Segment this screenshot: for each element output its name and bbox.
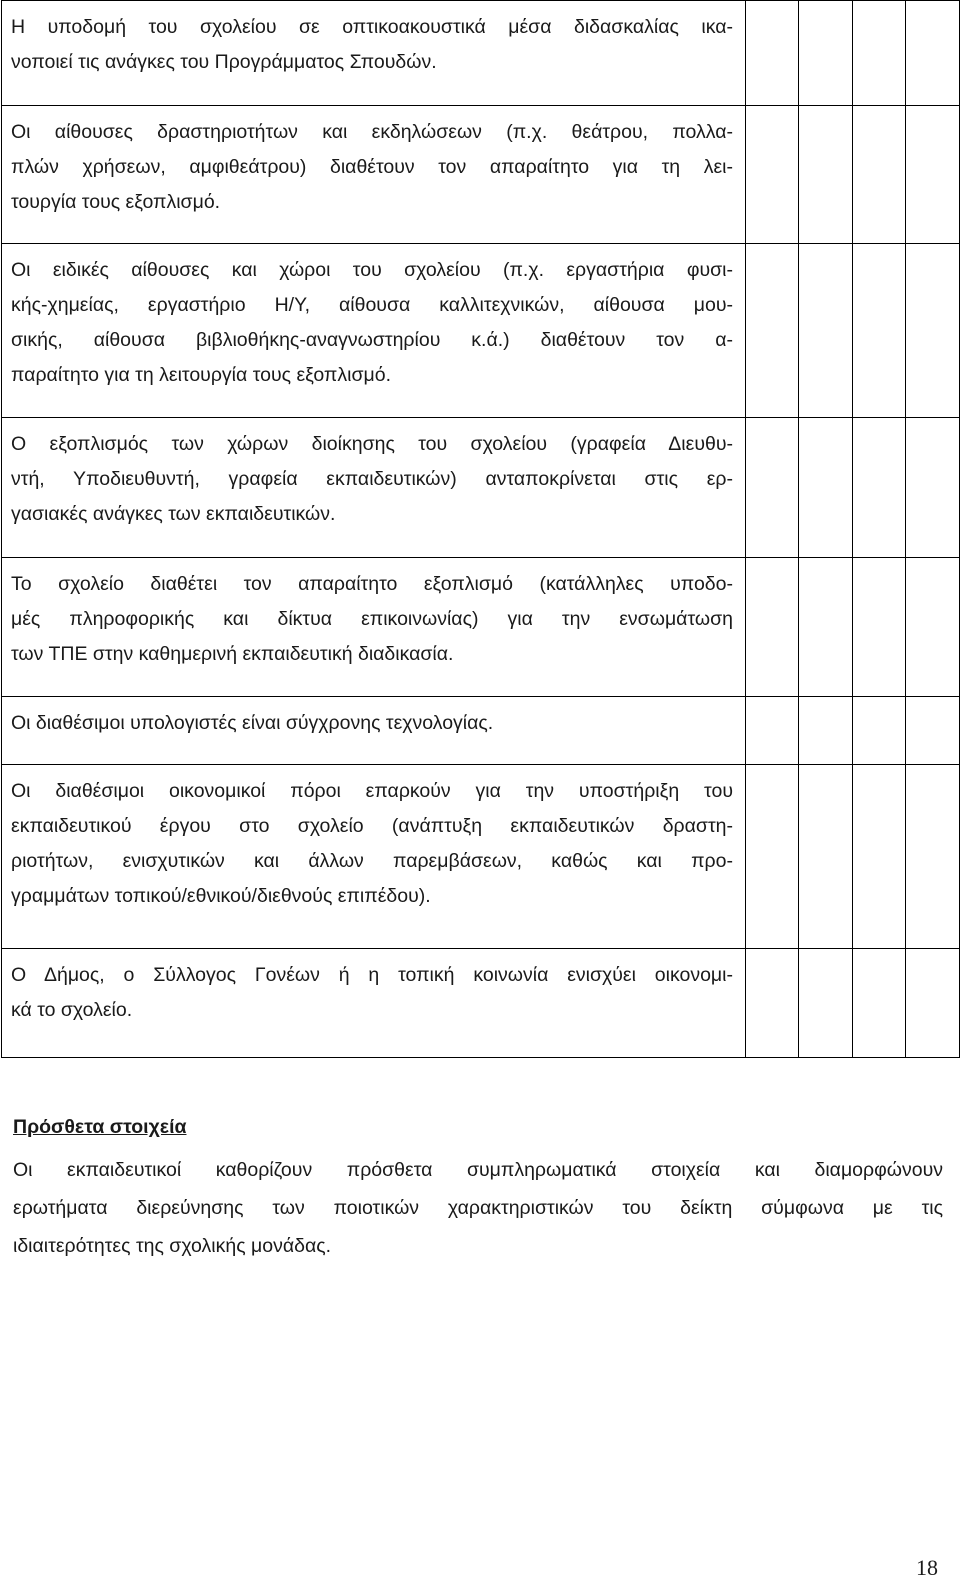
criterion-row (2, 949, 960, 1058)
rating-cell[interactable] (853, 558, 906, 697)
criterion-line: νοποιεί τις ανάγκες του Προγράμματος Σπουδών. (11, 51, 437, 73)
rating-cell[interactable] (906, 106, 960, 244)
criterion-line: ριοτήτων, ενισχυτικών και άλλων παρεμβάσεων, καθώς και προ- (11, 850, 733, 872)
rating-cell[interactable] (853, 949, 906, 1058)
criterion-text (2, 697, 746, 765)
criterion-text (2, 1, 746, 106)
rating-cell[interactable] (906, 765, 960, 949)
criterion-line: τουργία τους εξοπλισμό. (11, 191, 221, 213)
criterion-text (2, 244, 746, 418)
criterion-line: Οι αίθουσες δραστηριοτήτων και εκδηλώσεων (π.χ. θεάτρου, πολλα- (11, 121, 733, 143)
criterion-text (2, 949, 746, 1058)
criterion-line: ντή, Υποδιευθυντή, γραφεία εκπαιδευτικών) ανταποκρίνεται στις ερ- (11, 468, 733, 490)
rating-cell[interactable] (746, 558, 799, 697)
criterion-line: κής-χημείας, εργαστήριο Η/Υ, αίθουσα καλλιτεχνικών, αίθουσα μου- (11, 294, 733, 316)
rating-cell[interactable] (853, 418, 906, 558)
criterion-line: πλών χρήσεων, αμφιθεάτρου) διαθέτουν τον απαραίτητο για τη λει- (11, 156, 733, 178)
criterion-row (2, 697, 960, 765)
rating-cell[interactable] (853, 1, 906, 106)
rating-cell[interactable] (746, 244, 799, 418)
rating-cell[interactable] (799, 106, 853, 244)
rating-cell[interactable] (853, 765, 906, 949)
criterion-line: σικής, αίθουσα βιβλιοθήκης-αναγνωστηρίου κ.ά.) διαθέτουν τον α- (11, 329, 733, 351)
rating-cell[interactable] (799, 244, 853, 418)
criterion-line: παραίτητο για τη λειτουργία τους εξοπλισμό. (11, 364, 391, 386)
evaluation-criteria-table (1, 0, 960, 1058)
criterion-text (2, 418, 746, 558)
criterion-text (2, 765, 746, 949)
criterion-row (2, 106, 960, 244)
criterion-line: των ΤΠΕ στην καθημερινή εκπαιδευτική διαδικασία. (11, 643, 454, 665)
rating-cell[interactable] (906, 418, 960, 558)
additional-info-title: Πρόσθετα στοιχεία (13, 1116, 187, 1138)
criterion-line: μές πληροφορικής και δίκτυα επικοινωνίας) για την ενσωμάτωση (11, 608, 733, 630)
additional-info-line: ερωτήματα διερεύνησης των ποιοτικών χαρακτηριστικών του δείκτη σύμφωνα με τις (13, 1197, 943, 1219)
rating-cell[interactable] (799, 949, 853, 1058)
rating-cell[interactable] (746, 697, 799, 765)
criterion-line: Ο Δήμος, ο Σύλλογος Γονέων ή η τοπική κοινωνία ενισχύει οικονομι- (11, 964, 733, 986)
criterion-row (2, 558, 960, 697)
rating-cell[interactable] (799, 418, 853, 558)
rating-cell[interactable] (906, 697, 960, 765)
criterion-row (2, 1, 960, 106)
rating-cell[interactable] (746, 765, 799, 949)
rating-cell[interactable] (799, 1, 853, 106)
rating-cell[interactable] (906, 558, 960, 697)
page-number: 18 (916, 1555, 938, 1580)
rating-cell[interactable] (746, 949, 799, 1058)
rating-cell[interactable] (746, 106, 799, 244)
rating-cell[interactable] (799, 765, 853, 949)
criterion-line: κά το σχολείο. (11, 999, 133, 1021)
criterion-row (2, 418, 960, 558)
rating-cell[interactable] (799, 697, 853, 765)
criterion-line: γραμμάτων τοπικού/εθνικού/διεθνούς επιπέδου). (11, 885, 431, 907)
criterion-line: Η υποδομή του σχολείου σε οπτικοακουστικά μέσα διδασκαλίας ικα- (11, 16, 733, 38)
rating-cell[interactable] (906, 1, 960, 106)
additional-info-section (13, 1108, 943, 1265)
criterion-line: Οι διαθέσιμοι υπολογιστές είναι σύγχρονης τεχνολογίας. (11, 712, 494, 734)
rating-cell[interactable] (906, 949, 960, 1058)
rating-cell[interactable] (853, 697, 906, 765)
rating-cell[interactable] (906, 244, 960, 418)
criterion-line: Ο εξοπλισμός των χώρων διοίκησης του σχολείου (γραφεία Διευθυ- (11, 433, 733, 455)
criterion-line: γασιακές ανάγκες των εκπαιδευτικών. (11, 503, 336, 525)
criterion-text (2, 106, 746, 244)
additional-info-line: Οι εκπαιδευτικοί καθορίζουν πρόσθετα συμπληρωματικά στοιχεία και διαμορφώνουν (13, 1159, 943, 1181)
criterion-line: Το σχολείο διαθέτει τον απαραίτητο εξοπλισμό (κατάλληλες υποδο- (11, 573, 733, 595)
rating-cell[interactable] (853, 244, 906, 418)
rating-cell[interactable] (853, 106, 906, 244)
criterion-row (2, 244, 960, 418)
additional-info-line: ιδιαιτερότητες της σχολικής μονάδας. (13, 1235, 332, 1257)
criterion-line: Οι διαθέσιμοι οικονομικοί πόροι επαρκούν για την υποστήριξη του (11, 780, 733, 802)
criterion-text (2, 558, 746, 697)
rating-cell[interactable] (799, 558, 853, 697)
criterion-line: εκπαιδευτικού έργου στο σχολείο (ανάπτυξη εκπαιδευτικών δραστη- (11, 815, 733, 837)
criterion-row (2, 765, 960, 949)
criterion-line: Οι ειδικές αίθουσες και χώροι του σχολείου (π.χ. εργαστήρια φυσι- (11, 259, 733, 281)
rating-cell[interactable] (746, 418, 799, 558)
rating-cell[interactable] (746, 1, 799, 106)
